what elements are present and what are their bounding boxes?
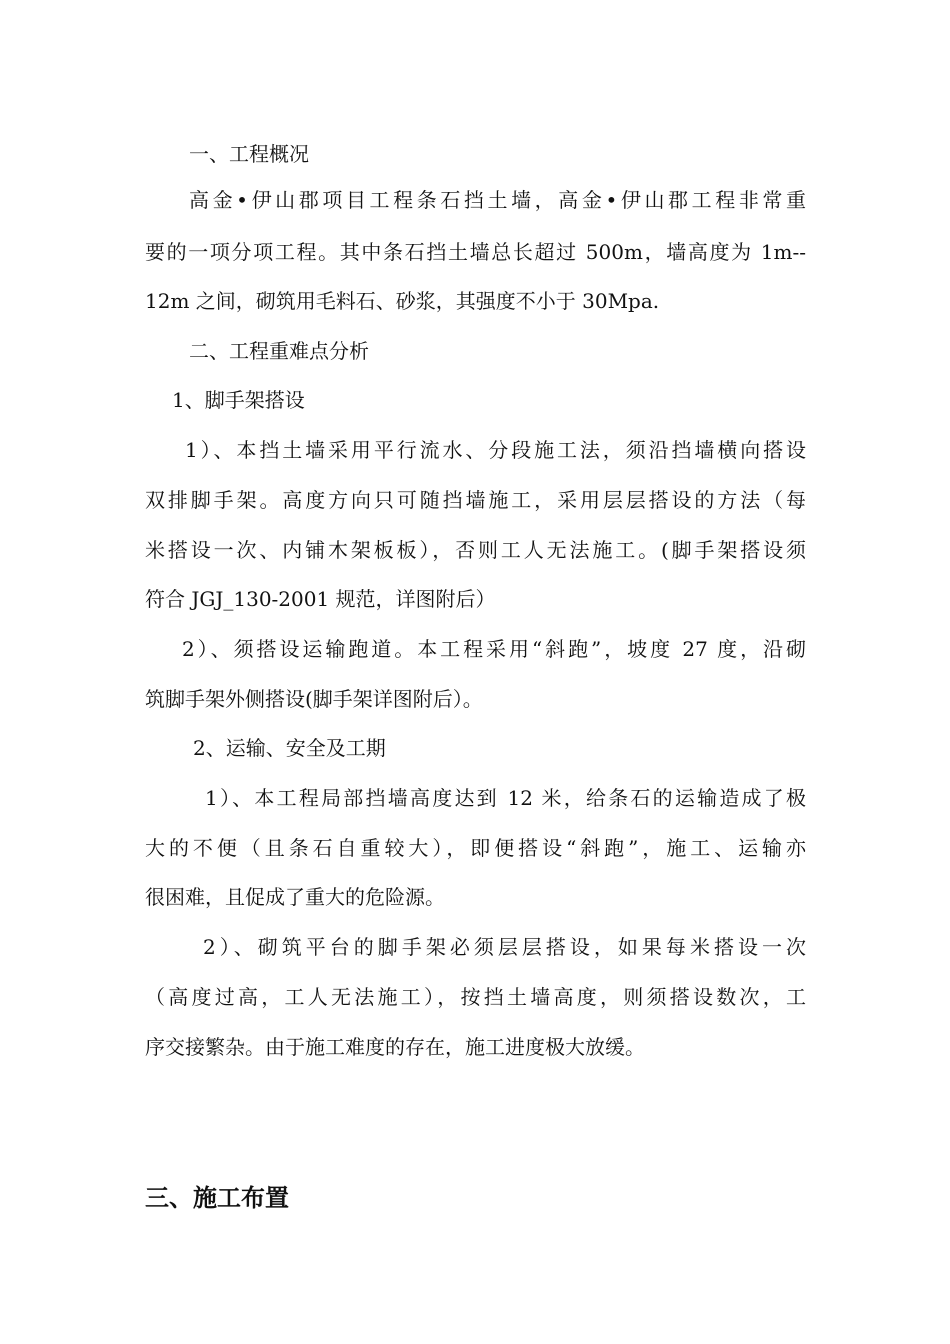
paragraph-line: 很困难，且促成了重大的危险源。 bbox=[145, 885, 445, 909]
paragraph-line: 2）、砌筑平台的脚手架必须层层搭设，如果每米搭设一次 bbox=[203, 935, 806, 959]
paragraph-line: 大的不便（且条石自重较大），即便搭设“斜跑”，施工、运输亦 bbox=[145, 836, 806, 860]
section-1-heading: 一、工程概况 bbox=[189, 142, 309, 166]
paragraph-line: 要的一项分项工程。其中条石挡土墙总长超过 500m，墙高度为 1m-- bbox=[145, 240, 806, 264]
paragraph-line: 2）、须搭设运输跑道。本工程采用“斜跑”，坡度 27 度，沿砌 bbox=[182, 637, 806, 661]
paragraph-line: （高度过高，工人无法施工），按挡土墙高度，则须搭设数次，工 bbox=[145, 985, 806, 1009]
section-3-heading: 三、施工布置 bbox=[145, 1184, 289, 1212]
paragraph-line: 12m 之间，砌筑用毛料石、砂浆，其强度不小于 30Mpa. bbox=[145, 289, 660, 313]
paragraph-line: 1）、本挡土墙采用平行流水、分段施工法，须沿挡墙横向搭设 bbox=[185, 438, 806, 462]
paragraph-line: 高金•伊山郡项目工程条石挡土墙，高金•伊山郡工程非常重 bbox=[189, 188, 806, 212]
paragraph-line: 符合 JGJ_130-2001 规范，详图附后） bbox=[145, 587, 496, 611]
subsection-2-heading: 2、运输、安全及工期 bbox=[193, 736, 386, 760]
subsection-1-heading: 1、脚手架搭设 bbox=[172, 388, 305, 412]
paragraph-line: 序交接繁杂。由于施工难度的存在，施工进度极大放缓。 bbox=[145, 1035, 645, 1059]
paragraph-line: 1）、本工程局部挡墙高度达到 12 米，给条石的运输造成了极 bbox=[205, 786, 806, 810]
paragraph-line: 米搭设一次、内铺木架板板），否则工人无法施工。(脚手架搭设须 bbox=[145, 538, 806, 562]
paragraph-line: 筑脚手架外侧搭设(脚手架详图附后）。 bbox=[145, 687, 483, 711]
section-2-heading: 二、工程重难点分析 bbox=[189, 339, 369, 363]
paragraph-line: 双排脚手架。高度方向只可随挡墙施工，采用层层搭设的方法（每 bbox=[145, 488, 806, 512]
